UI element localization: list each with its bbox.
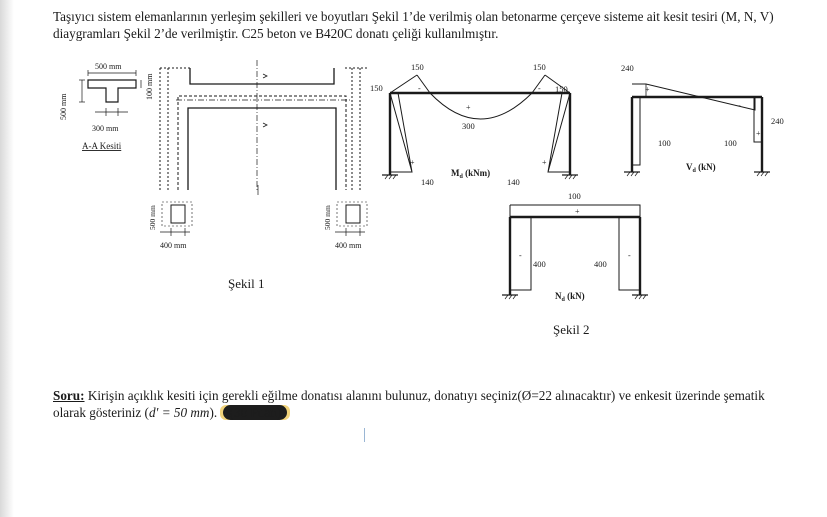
n-minus-left: - <box>519 251 522 260</box>
m-plus-span: + <box>466 103 471 112</box>
normal-diagram <box>502 191 648 303</box>
figure-1 <box>59 60 368 291</box>
m-right-base: 140 <box>507 177 520 187</box>
text-cursor <box>364 428 365 442</box>
m-minus-right: - <box>538 84 541 93</box>
v-top-left: 240 <box>621 63 634 73</box>
frame-elevation <box>160 60 368 195</box>
n-col-right: 400 <box>594 259 607 269</box>
m-mid-top: 150 <box>533 62 546 72</box>
v-col-right: 100 <box>724 138 737 148</box>
n-minus-right: - <box>628 251 631 260</box>
m-label: $M_d$ (kNm) <box>451 168 491 180</box>
question-label: Soru: <box>53 388 85 403</box>
column-section-right <box>335 202 367 236</box>
t-section-drawing <box>79 70 141 116</box>
column-section-left <box>160 202 192 236</box>
figure-1-caption: Şekil 1 <box>228 276 265 291</box>
dim-300: 300 mm <box>92 124 119 133</box>
n-col-left: 400 <box>533 259 546 269</box>
section-title: A-A Kesiti <box>82 141 122 151</box>
m-left-top: 150 <box>411 62 424 72</box>
intro-paragraph: Taşıyıcı sistem elemanlarının yerleşim şekilleri ve boyutları Şekil 1’de verilmiş olan betonarme çerçeve sisteme ait kesit tesiri (M, N, V) diaygramları Şekil 2’de verilmiştir. C25 beton ve B420C donatı çeliği kullanılmıştır. <box>53 9 774 41</box>
n-top: 100 <box>568 191 581 201</box>
dim-500-left: 500 mm <box>59 93 68 120</box>
col-right-width: 400 mm <box>335 241 362 250</box>
v-label: $V_d$ (kN) <box>686 162 716 174</box>
question-paragraph <box>53 387 798 421</box>
m-right-top: 150 <box>370 83 383 93</box>
m-minus-left: - <box>418 84 421 93</box>
question-text-1: Kirişin açıklık kesiti için gerekli eğilme donatısı alanını bulunuz, donatıyı seçiniz(Ø=22 alınacaktır) ve enkesit üzerinde şematik olarak gösteriniz ( <box>53 388 765 420</box>
dim-100: 100 mm <box>145 73 154 100</box>
n-plus-top: + <box>575 207 580 216</box>
v-right: 240 <box>771 116 784 126</box>
m-plus-left: + <box>410 158 415 167</box>
col-left-height: 500 mm <box>148 205 157 230</box>
v-col-left: 100 <box>658 138 671 148</box>
col-right-height: 500 mm <box>323 205 332 230</box>
m-span: 300 <box>462 121 475 131</box>
v-minus: - <box>738 101 741 110</box>
question-text-2: ). <box>209 405 221 420</box>
v-plus-right: + <box>756 129 761 138</box>
dim-500-top: 500 mm <box>95 62 122 71</box>
points-highlight <box>220 405 290 420</box>
shear-diagram <box>621 63 784 176</box>
moment-diagram <box>370 62 578 187</box>
m-plus-right: + <box>542 158 547 167</box>
n-label: $N_d$ (kN) <box>555 291 585 303</box>
points-label: (30 Puan) <box>223 405 287 420</box>
v-plus-top: + <box>645 85 650 94</box>
m-right-top-2: 150 <box>555 84 568 94</box>
col-left-width: 400 mm <box>160 241 187 250</box>
figure-2-caption: Şekil 2 <box>553 322 590 337</box>
question-formula: d′ = 50 mm <box>148 405 210 420</box>
m-left-base: 140 <box>421 177 434 187</box>
